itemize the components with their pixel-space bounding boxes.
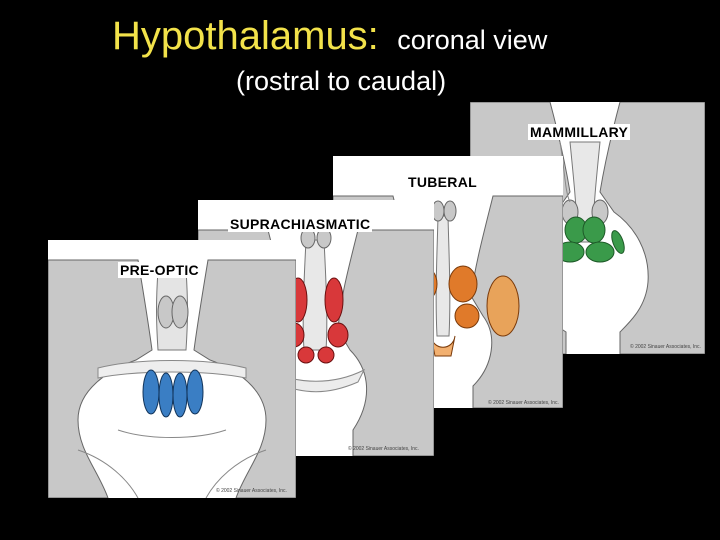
title-main: Hypothalamus: (112, 14, 379, 58)
slide-subtitle: (rostral to caudal) (236, 66, 447, 96)
panel-label-mammillary: MAMMILLARY (530, 124, 629, 140)
panel-label-suprachiasmatic: SUPRACHIASMATIC (230, 216, 371, 232)
title-sub: coronal view (397, 25, 548, 55)
slide-title (112, 14, 547, 59)
panel-preoptic (48, 240, 296, 498)
panel-label-tuberal: TUBERAL (408, 174, 477, 190)
panel-label-preoptic: PRE-OPTIC (120, 262, 199, 278)
copyright-mammillary: © 2002 Sinauer Associates, Inc. (630, 344, 701, 350)
copyright-tuberal: © 2002 Sinauer Associates, Inc. (488, 400, 559, 406)
copyright-preoptic: © 2002 Sinauer Associates, Inc. (216, 488, 287, 494)
copyright-suprachiasmatic: © 2002 Sinauer Associates, Inc. (348, 446, 419, 452)
preoptic-section-illustration (48, 240, 296, 498)
